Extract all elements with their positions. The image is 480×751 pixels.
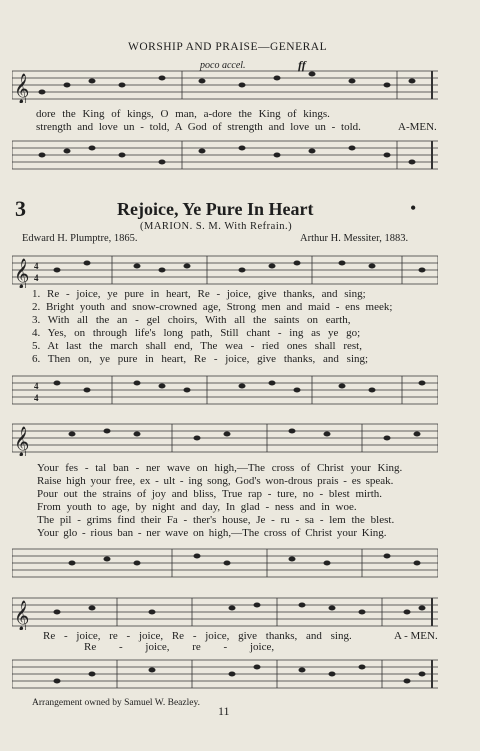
top-amen: A-MEN. xyxy=(398,121,437,133)
verse-line-5: 5. At last the march shall end, The wea - ried ones shall rest, xyxy=(32,340,362,352)
footer-credit: Arrangement owned by Samuel W. Beazley. xyxy=(32,698,200,708)
ornament-dot: • xyxy=(410,198,417,218)
system3-bass-staff xyxy=(12,656,438,692)
svg-text:4: 4 xyxy=(34,261,39,271)
hymn-number: 3 xyxy=(15,196,26,221)
continuation-line-6: Your glo - rious ban - ner wave on high,—The cross of Christ your King. xyxy=(37,527,387,539)
continuation-line-4: From youth to age, by night and day, In glad - ness and in woe. xyxy=(37,501,357,513)
continuation-line-5: The pil - grims find their Fa - ther's house, Je - ru - sa - lem the blest. xyxy=(37,514,395,526)
continuation-line-3: Pour out the strains of joy and bliss, True rap - ture, no - blest mirth. xyxy=(37,488,383,500)
verse-line-2: 2. Bright youth and snow-crowned age, Strong men and maid - ens meek; xyxy=(32,301,393,313)
top-lyric-line-1: dore the King of kings, O man, a-dore the King of kings. xyxy=(36,108,330,120)
verse-line-1: 1. Re - joice, ye pure in heart, Re - joice, give thanks, and sing; xyxy=(32,288,366,300)
svg-text:𝄞: 𝄞 xyxy=(14,259,30,288)
hymn-title: Rejoice, Ye Pure In Heart xyxy=(117,199,314,219)
svg-text:𝄞: 𝄞 xyxy=(14,601,30,630)
system2-bass-staff xyxy=(12,545,438,581)
top-bass-staff xyxy=(12,137,438,173)
verse-line-4: 4. Yes, on through life's long path, Still chant - ing as ye go; xyxy=(32,327,361,339)
top-treble-staff xyxy=(12,67,438,103)
svg-text:4: 4 xyxy=(34,393,39,403)
svg-text:4: 4 xyxy=(34,381,39,391)
system1-treble-staff xyxy=(12,252,438,288)
refrain-upper: Re - joice, re - joice, Re - joice, give thanks, and sing. xyxy=(43,630,352,642)
page-header: WORSHIP AND PRAISE—GENERAL xyxy=(128,41,328,53)
top-lyric-line-2: strength and love un - told, A God of strength and love un - told. xyxy=(36,121,361,133)
system3-treble-staff xyxy=(12,594,438,630)
svg-text:𝄞: 𝄞 xyxy=(14,74,30,103)
refrain-lower: Re - joice, re - joice, xyxy=(84,641,275,653)
verse-line-6: 6. Then on, ye pure in heart, Re - joice, give thanks, and sing; xyxy=(32,353,369,365)
hymn-author: Edward H. Plumptre, 1865. xyxy=(22,233,138,244)
continuation-line-1: Your fes - tal ban - ner wave on high,—The cross of Christ your King. xyxy=(37,462,403,474)
system2-treble-staff xyxy=(12,420,438,456)
system1-bass-staff xyxy=(12,372,438,408)
refrain-amen: A - MEN. xyxy=(394,630,438,642)
svg-text:𝄞: 𝄞 xyxy=(14,427,30,456)
svg-text:4: 4 xyxy=(34,273,39,283)
hymn-meter: (MARION. S. M. With Refrain.) xyxy=(140,221,293,232)
tempo-marking: poco accel. xyxy=(200,60,246,71)
dynamic-marking: ff xyxy=(298,58,306,72)
hymn-composer: Arthur H. Messiter, 1883. xyxy=(300,233,409,244)
verse-line-3: 3. With all the an - gel choirs, With all the saints on earth, xyxy=(32,314,351,326)
page-number: 11 xyxy=(218,704,230,718)
continuation-line-2: Raise high your free, ex - ult - ing song, God's won-drous prais - es speak. xyxy=(37,475,394,487)
